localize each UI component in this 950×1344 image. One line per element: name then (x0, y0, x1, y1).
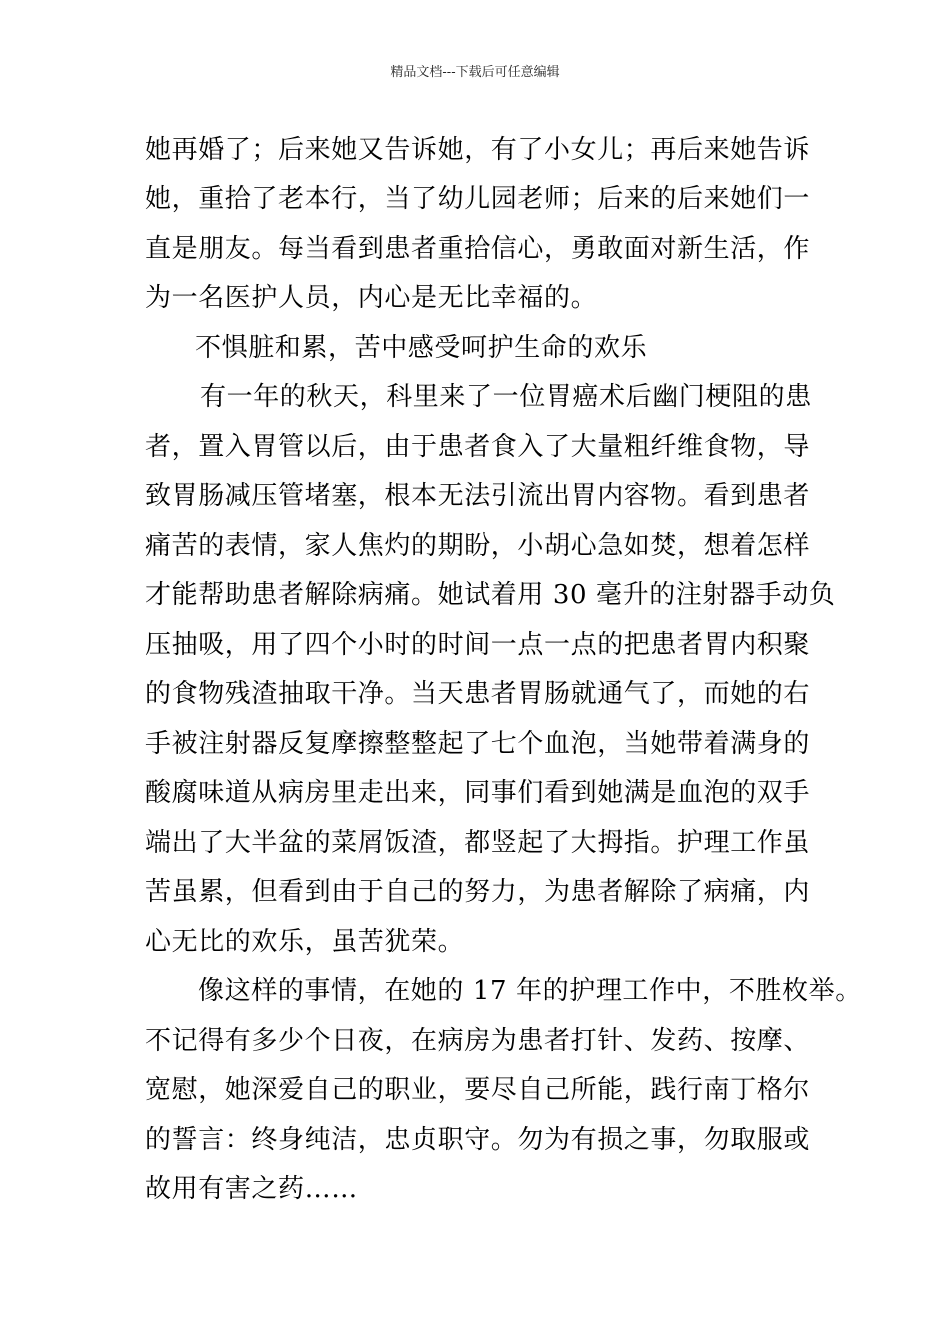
text-line: 压抽吸，用了四个小时的时间一点一点的把患者胃内积聚 (145, 630, 811, 660)
text-line: 不记得有多少个日夜，在病房为患者打针、发药、按摩、 (145, 1026, 811, 1056)
text-line: 的誓言：终身纯洁，忠贞职守。勿为有损之事，勿取服或 (145, 1125, 811, 1155)
text-line: 宽慰，她深爱自己的职业，要尽自己所能，践行南丁格尔 (145, 1075, 811, 1105)
text-line: 苦虽累，但看到由于自己的努力，为患者解除了病痛，内 (145, 877, 811, 907)
text-line: 的食物残渣抽取干净。当天患者胃肠就通气了，而她的右 (145, 679, 811, 709)
text-line: 她再婚了；后来她又告诉她，有了小女儿；再后来她告诉 (145, 135, 811, 165)
text-line: 致胃肠减压管堵塞，根本无法引流出胃内容物。看到患者 (145, 481, 811, 511)
text-line: 像这样的事情，在她的 17 年的护理工作中，不胜枚举。 (198, 976, 862, 1006)
text-line: 痛苦的表情，家人焦灼的期盼，小胡心急如焚，想着怎样 (145, 531, 811, 561)
page-header: 精品文档---下载后可任意编辑 (390, 65, 560, 80)
text-line: 为一名医护人员，内心是无比幸福的。 (145, 283, 598, 313)
text-line: 手被注射器反复摩擦整整起了七个血泡，当她带着满身的 (145, 729, 811, 759)
text-line: 心无比的欢乐，虽苦犹荣。 (145, 927, 465, 957)
text-line: 才能帮助患者解除病痛。她试着用 30 毫升的注射器手动负 (145, 580, 836, 610)
text-line: 者，置入胃管以后，由于患者食入了大量粗纤维食物，导 (145, 432, 811, 462)
text-line: 酸腐味道从病房里走出来，同事们看到她满是血泡的双手 (145, 778, 811, 808)
text-line: 直是朋友。每当看到患者重拾信心，勇敢面对新生活，作 (145, 234, 811, 264)
text-line: 端出了大半盆的菜屑饭渣，都竖起了大拇指。护理工作虽 (145, 828, 811, 858)
text-line: 故用有害之药…… (145, 1174, 358, 1204)
text-line: 她，重拾了老本行，当了幼儿园老师；后来的后来她们一 (145, 184, 811, 214)
section-heading: 不惧脏和累，苦中感受呵护生命的欢乐 (195, 333, 648, 363)
text-line: 有一年的秋天，科里来了一位胃癌术后幽门梗阻的患 (200, 382, 812, 412)
